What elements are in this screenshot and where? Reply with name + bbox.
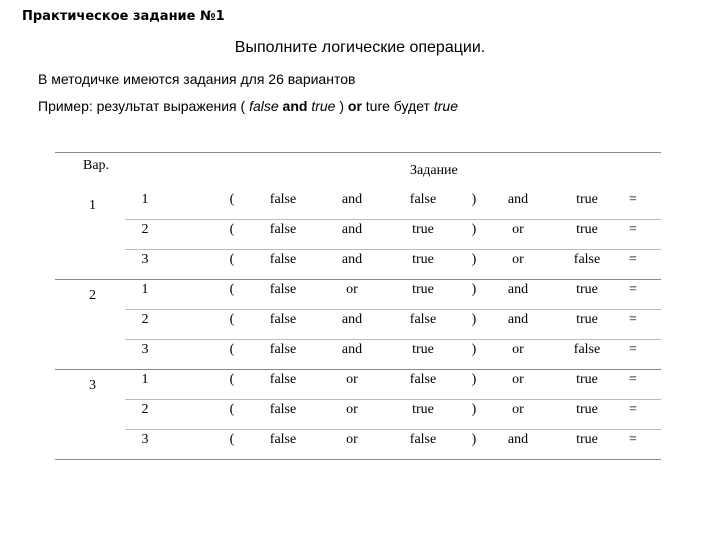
operator-2: or: [512, 402, 524, 417]
close-paren: ): [471, 282, 477, 297]
example-line: [38, 98, 458, 114]
operand-2: true: [412, 282, 434, 297]
equals-sign: =: [629, 282, 637, 297]
variant-number: 2: [89, 288, 96, 303]
example-prefix: Пример: результат выражения (: [38, 98, 250, 114]
open-paren: (: [229, 192, 235, 207]
equals-sign: =: [629, 402, 637, 417]
operand-2: false: [409, 372, 437, 387]
operand-1: false: [269, 342, 297, 357]
operator-1: and: [341, 222, 363, 237]
equals-sign: =: [629, 192, 637, 207]
header-task: Задание: [410, 163, 458, 178]
operand-3: false: [573, 342, 601, 357]
example-value-2: true: [311, 98, 336, 114]
operand-2: false: [409, 192, 437, 207]
example-suffix: ture будет: [361, 98, 434, 114]
close-paren: ): [471, 312, 477, 327]
operator-1: and: [341, 342, 363, 357]
header-variant: Вар.: [83, 158, 110, 173]
example-value-1: false: [249, 98, 279, 114]
row-number: 3: [141, 342, 149, 357]
row-number: 1: [141, 192, 149, 207]
slide-title: Практическое задание №1: [22, 9, 225, 24]
operand-3: true: [576, 432, 598, 447]
row-rule: [125, 309, 661, 310]
equals-sign: =: [629, 342, 637, 357]
row-rule: [125, 429, 661, 430]
operand-1: false: [269, 252, 297, 267]
operand-1: false: [269, 432, 297, 447]
open-paren: (: [229, 222, 235, 237]
operand-2: true: [412, 222, 434, 237]
row-number: 3: [141, 252, 149, 267]
operator-1: and: [341, 252, 363, 267]
operand-3: true: [576, 402, 598, 417]
operand-1: false: [269, 372, 297, 387]
example-op-1: and: [282, 98, 308, 114]
row-number: 2: [141, 222, 149, 237]
operand-2: false: [409, 312, 437, 327]
row-rule: [125, 249, 661, 250]
close-paren: ): [471, 192, 477, 207]
row-rule: [125, 219, 661, 220]
open-paren: (: [229, 312, 235, 327]
open-paren: (: [229, 342, 235, 357]
close-paren: ): [471, 342, 477, 357]
equals-sign: =: [629, 372, 637, 387]
row-number: 3: [141, 432, 149, 447]
close-paren: ): [471, 252, 477, 267]
operator-1: or: [346, 372, 358, 387]
operand-2: false: [409, 432, 437, 447]
open-paren: (: [229, 432, 235, 447]
open-paren: (: [229, 282, 235, 297]
row-number: 1: [141, 282, 149, 297]
variant-number: 3: [89, 378, 96, 393]
row-rule: [125, 399, 661, 400]
operand-3: true: [576, 192, 598, 207]
close-paren: ): [471, 222, 477, 237]
group-rule: [55, 459, 661, 460]
operand-2: true: [412, 342, 434, 357]
group-rule: [55, 369, 661, 370]
operand-2: true: [412, 402, 434, 417]
open-paren: (: [229, 252, 235, 267]
equals-sign: =: [629, 312, 637, 327]
row-number: 1: [141, 372, 149, 387]
operator-1: or: [346, 432, 358, 447]
operand-2: true: [412, 252, 434, 267]
operand-3: true: [576, 312, 598, 327]
group-rule: [55, 279, 661, 280]
close-paren: ): [471, 402, 477, 417]
operator-2: and: [507, 282, 529, 297]
open-paren: (: [229, 402, 235, 417]
operator-2: or: [512, 222, 524, 237]
operator-1: and: [341, 192, 363, 207]
operand-1: false: [269, 402, 297, 417]
variant-number: 1: [89, 198, 96, 213]
operand-3: true: [576, 372, 598, 387]
operator-2: and: [507, 312, 529, 327]
operand-1: false: [269, 222, 297, 237]
operator-2: and: [507, 432, 529, 447]
operator-2: or: [512, 252, 524, 267]
operand-3: true: [576, 222, 598, 237]
operator-2: or: [512, 342, 524, 357]
close-paren: ): [471, 372, 477, 387]
operator-1: and: [341, 312, 363, 327]
slide-subtitle: Выполните логические операции.: [234, 39, 486, 56]
row-rule: [125, 339, 661, 340]
operator-2: or: [512, 372, 524, 387]
equals-sign: =: [629, 432, 637, 447]
row-number: 2: [141, 312, 149, 327]
example-result: true: [433, 98, 458, 114]
operand-1: false: [269, 282, 297, 297]
close-paren: ): [471, 432, 477, 447]
equals-sign: =: [629, 222, 637, 237]
operator-1: or: [346, 282, 358, 297]
example-op-2: or: [347, 98, 362, 114]
operator-1: or: [346, 402, 358, 417]
operand-3: true: [576, 282, 598, 297]
info-line: В методичке имеются задания для 26 вариантов: [38, 71, 356, 87]
table-top-rule: [55, 152, 661, 153]
operator-2: and: [507, 192, 529, 207]
row-number: 2: [141, 402, 149, 417]
task-table: [55, 152, 661, 452]
equals-sign: =: [629, 252, 637, 267]
operand-1: false: [269, 192, 297, 207]
operand-1: false: [269, 312, 297, 327]
example-close: ): [335, 98, 348, 114]
open-paren: (: [229, 372, 235, 387]
operand-3: false: [573, 252, 601, 267]
